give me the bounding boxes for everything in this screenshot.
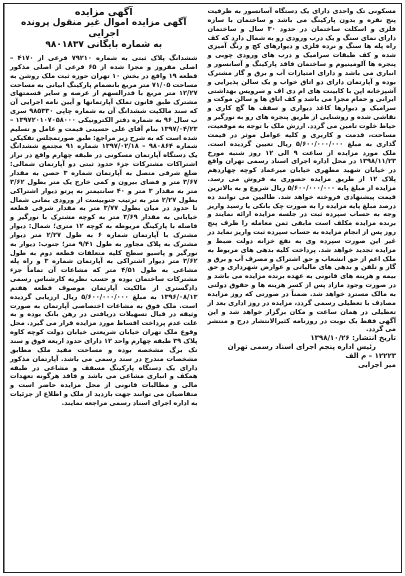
- newspaper-notice: [3, 3, 402, 573]
- notice-body-right: ششدانگ پلاک ثبتی به شماره ۷۹۲۱۰ فرعی از ۴۱۷۰ – اصلی مفروز و مجزا شده از ۶۵ فرعی از اصلی مذکور قطعه ۱۹ واقع در بخش ۱۰ تهران حوزه ثبت ملک روشن به مساحت ۷۱/۰۵ متر مربع بانضمام پارکینگ ابیانی به مساحت ۱۲/۲۷ متر مربع با قدرالسهم از عرصه و سایر قسمتهای مشترک طبق قانون تملک آپارتمانها و آیین نامه اجرایی آن که سند مالکیت ششدانگ آن به شماره چاپی ۹۸۵۳۳۰ سری ب سال ۹۶ به شماره دفتر الکترونیکی ۱۳۹۷۲۰۱۰۷۰۵۸۰۰۰ – ۱۳۹۷/۰۴/۲۳ بنام آقای علی حسینی قیمت و عامل و تسلیم شده است که به شرح زیر مراجع: طبق صورتمجلس تفکیکی شماره ۹۸۰۸۶۴ – ۱۳۹۷/۰۲/۱۸ شماره ۹۱ مجتمع ششدانگ یک دستگاه آپارتمان مسکونی در طبقه چهارم واقع در تراز اشتراکات مشترکات جزء حدود ثبتی دو آپارتمان شمالی: ضلع شرقی متصل به آپارتمان شماره ۳ حصن به مقدار ۳/۶۷ متر و فضای بیرون و کمی خارج یک متر بطول ۳/۶۲ متر به مقدار ۳ متر و ۴۰ سانتیمتر به پرتو دیوار اشتراکی بطول ۲/۲۷ متر به ترتیب جنوبیست از ورودی بمانی شمال تا حدود در میان بطول ۳/۷۷ متر به مقدار شرقی قطعه خیابانی به مقدار ۳/۶۹ متر به کوچه مشترک با نورگیر و فاصله با پارکینگ مربوطه به کوچه ۱۲ متری؛ شمال: دیوار مشترک با آپارتمان شماره ۶ به طول ۲/۲۷ متر دیوار مشترک به پلاک مجاور به طول ۹/۴۱ متر؛ جنوب: دیوار به نورگیر و پاسیو سطح کلیه متعلقات قطعه دوم به طول ۳/۶۲ متر دیوار اشتراکی به آپارتمان شماره ۳ و راه پله مشاعی به طول ۴/۵۱ متر که مشاعات آن تماماً جزء مشترکات ساختمان بوده و حسب نظریه کارشناس رسمی دادگستری از مالکیت آپارتمان موصوف قطعه هفتم ۱۳۹۶/۰۸/۱۳ به مبلغ ۵/۶۰۰/۰۰۰/۰۰۰ ریال ارزیابی گردیده است. ملک فوق به مشاعات اختصاصی آپارتمان به صورت وثیقه در قبال تسهیلات دریافتی در رهن بانک بوده و به علت عدم پرداخت اقساط مورد مزایده قرار می گیرد. محل وقوع ملک تهران خیابان شریعتی خیابان دولت کوچه کاوه پلاک ۳۹ طبقه چهارم واحد ۱۲ دارای حدود اربعه فوق و سند تک برگ مشخصه بوده و مساحت مفید ملک مطابق مشخصات مندرج در سند رسمی می باشد. آپارتمان مذکور دارای یک دستگاه پارکینگ مسقف و مشاعی در طبقه همکف و انباری مشاعی می باشد و فاقد هرگونه تعهدات مالی و مطالبات قانونی از محل مزایده حاضر است و متقاضیان می توانند جهت بازدید از ملک و اطلاع از جزئیات به اداره اجرای اسناد رسمی مراجعه نمایند.: [10, 54, 198, 407]
- notice-subtitle: آگهی مزایده اموال غیر منقول پرونده اجرایی: [21, 18, 187, 39]
- notice-right-column: [4, 4, 203, 572]
- notice-title: آگهی مزایده: [74, 7, 133, 18]
- notice-body-left: مسکونی تک واحدی دارای یک دستگاه آسانسور به ظرفیت پنج نفره و بدون پارکینگ می باشد و ساختمان با سازه فلزی و اسکلت ساختمان در حدود ۳۰ سال و ساختمان دارای نمای سنگ و یک درب ورودی رو به شمال دارد که کف راه پله ها سنگ و نرده فلزی و دیوارهای کچ و رنگ آمیزی شده و کف طبقات سرامیک و درب های ورودی چوبی و پنجره ها آلومینیوم و ساختمان فاقد پارکینگ و آسانسور و انباری می باشد و دارای امتیازات آب و برق و گاز مشترک بوده و آپارتمان دارای دو اتاق خواب و یک سالن پذیرایی و آشپزخانه اپن با کابینت های ام دی اف و سرویس بهداشتی ایرانی و حمام مجزا می باشد و کف اتاق ها و سالن موکت و سرامیک و دیوارها کاغذ دیواری و سقف ها گچ کاری و نقاشی شده و روشنایی از طریق پنجره های رو به نورگیر و حیاط خلوت تامین می گردد. ارزش ملک با توجه به موقعیت، مساحت، قدمت و کاربری و کلیه عوامل موثر در قیمت گذاری به مبلغ ۵/۶۰۰/۰۰۰/۰۰۰ ریال تعیین گردیده است. ملک مورد مزایده از ساعت ۹ الی ۱۲ روز شنبه مورخ ۱۳۹۸/۱۱/۲۳ در محل اداره اجرای اسناد رسمی تهران واقع در خیابان شهید مطهری خیابان میرعماد کوچه چهاردهم پلاک ۱۲ از طریق مزایده حضوری به فروش می رسد. مزایده از مبلغ پایه ۵/۶۰۰/۰۰۰/۰۰۰ ریال شروع و به بالاترین قیمت پیشنهادی فروخته خواهد شد. طالبین می توانند ده درصد مبلغ پایه مزایده را به صورت چک بانکی یا رسید واریز وجه به حساب سپرده ثبت در جلسه مزایده ارائه نمایند و برنده مزایده مکلف است مابقی ثمن معامله را ظرف پنج روز پس از انجام مزایده به حساب سپرده ثبت واریز نماید در غیر این صورت سپرده وی به نفع خزانه دولت ضبط و مزایده تجدید خواهد شد. پرداخت کلیه بدهی های مربوط به ملک اعم از حق انشعاب و حق اشتراک و مصرف آب و برق و گاز و تلفن و بدهی های مالیاتی و عوارض شهرداری و حق بیمه و هزینه های قانونی به عهده برنده مزایده می باشد و در صورت وجود مازاد پس از کسر هزینه ها و حقوق دولتی به مالک مسترد خواهد شد. ضمناً در صورتی که روز مزایده مصادف با تعطیلی رسمی گردد، مزایده در روز اداری بعد از تعطیلی در همان ساعت و مکان برگزار خواهد شد و این آگهی فقط یک نوبت در روزنامه کثیرالانتشار درج و منتشر می گردد.: [207, 7, 397, 334]
- notice-left-column: [203, 4, 402, 572]
- publish-date: تاریخ انتشار: ۱۳۹۸/۱۰/۲۶: [310, 334, 396, 343]
- signature-ref: ۱۲۲۲۳ – م الف: [345, 352, 396, 361]
- notice-case-number: به شماره بایگانی ۹۸۰۱۸۳۷: [45, 40, 163, 50]
- signature-title: رئیس اداره پنجم اجرای اسناد رسمی تهران: [227, 343, 376, 352]
- signature-office: میر اجرایی: [358, 361, 396, 370]
